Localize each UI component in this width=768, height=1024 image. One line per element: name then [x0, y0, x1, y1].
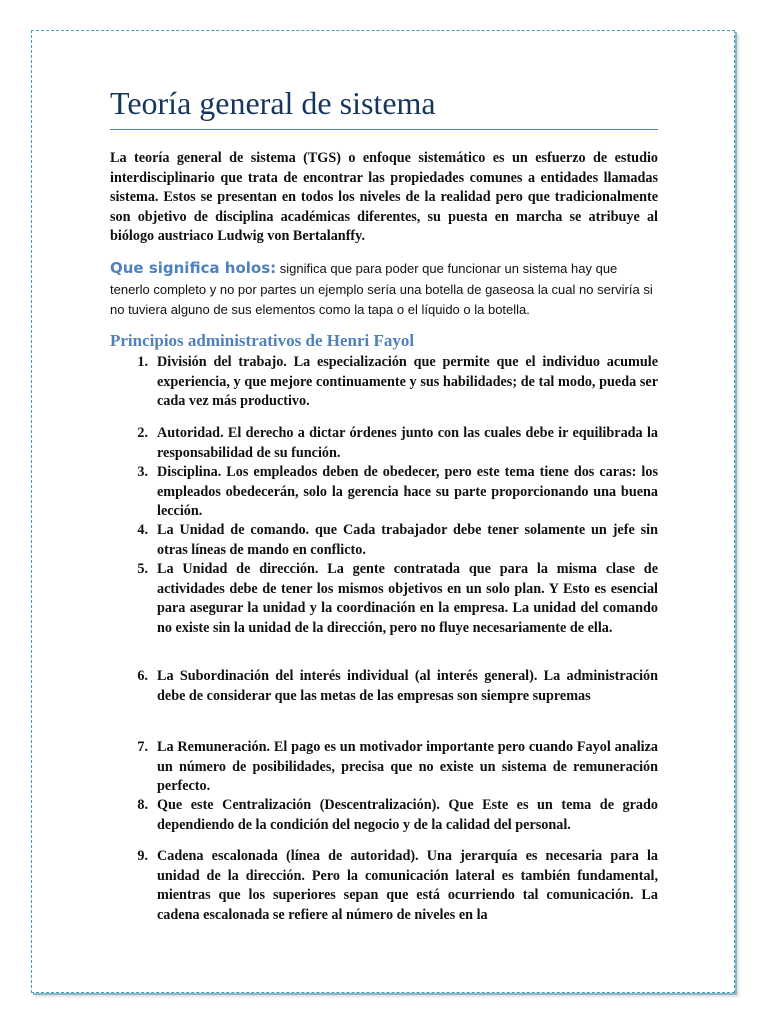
list-text: División del trabajo. La especialización que permite que el individuo acumule experiencia, y que mejore continuamente y sus habilidades; de tal modo, pueda ser cada vez más productivo. — [157, 354, 658, 409]
list-number: 3. — [137, 464, 148, 480]
list-text: La Remuneración. El pago es un motivador importante pero cuando Fayol analiza un número de posibilidades, precisa que no existe un sistema de remuneración perfecto. — [157, 739, 658, 794]
principles-heading: Principios administrativos de Henri Fayol — [110, 331, 415, 350]
list-text: Disciplina. Los empleados deben de obedecer, pero este tema tiene dos caras: los empleados obedecerán, solo la gerencia hace su parte proporcionando una buena lección. — [157, 464, 658, 519]
list-text: La Unidad de dirección. La gente contratada que para la misma clase de actividades debe de tener los mismos objetivos en un solo plan. Y Esto es esencial para asegurar la unidad y la coordinación en la empresa. La unidad del comando no existe sin la unidad de la dirección, pero no fluye necesariamente de ella. — [157, 561, 658, 636]
list-number: 6. — [137, 668, 148, 684]
holos-paragraph — [110, 258, 658, 321]
list-number: 8. — [137, 797, 148, 813]
list-number: 1. — [137, 354, 148, 370]
document-page — [31, 30, 735, 993]
list-text: La Subordinación del interés individual (al interés general). La administración debe de considerar que las metas de las empresas son siempre supremas — [157, 668, 658, 704]
list-number: 9. — [137, 848, 148, 864]
list-text: Que este Centralización (Descentralización). Que Este es un tema de grado dependiendo de la condición del negocio y de la calidad del personal. — [157, 797, 658, 833]
list-number: 2. — [137, 425, 148, 441]
list-text: Cadena escalonada (línea de autoridad). Una jerarquía es necesaria para la unidad de la dirección. Pero la comunicación lateral es también fundamental, mientras que los superiores sepan que está ocurriendo tal comunicación. La cadena escalonada se refiere al número de niveles en la — [157, 848, 658, 923]
list-text: La Unidad de comando. que Cada trabajador debe tener solamente un jefe sin otras líneas de mando en conflicto. — [157, 522, 658, 558]
holos-text: significa que para poder que funcionar un sistema hay que tenerlo completo y no por partes un ejemplo sería una botella de gaseosa la cual no serviría si no tuviera alguno de sus elementos como la tapa o el líquido o la botella. — [110, 261, 653, 317]
holos-heading: Que significa holos: — [110, 259, 277, 277]
list-text: Autoridad. El derecho a dictar órdenes junto con las cuales debe ir equilibrada la responsabilidad de su función. — [157, 425, 658, 461]
list-number: 4. — [137, 522, 148, 538]
page-title: Teoría general de sistema — [110, 85, 436, 121]
list-number: 5. — [137, 561, 148, 577]
intro-paragraph: La teoría general de sistema (TGS) o enfoque sistemático es un esfuerzo de estudio interdisciplinario que trata de encontrar las propiedades comunes a entidades llamadas sistema. Estos se presentan en todos los niveles de la realidad pero que tradicionalmente son objetivo de disciplina académicas diferentes, su puesta en marcha se atribuye al biólogo austriaco Ludwig von Bertalanffy. — [110, 150, 658, 244]
list-number: 7. — [137, 739, 148, 755]
title-underline — [110, 129, 658, 130]
